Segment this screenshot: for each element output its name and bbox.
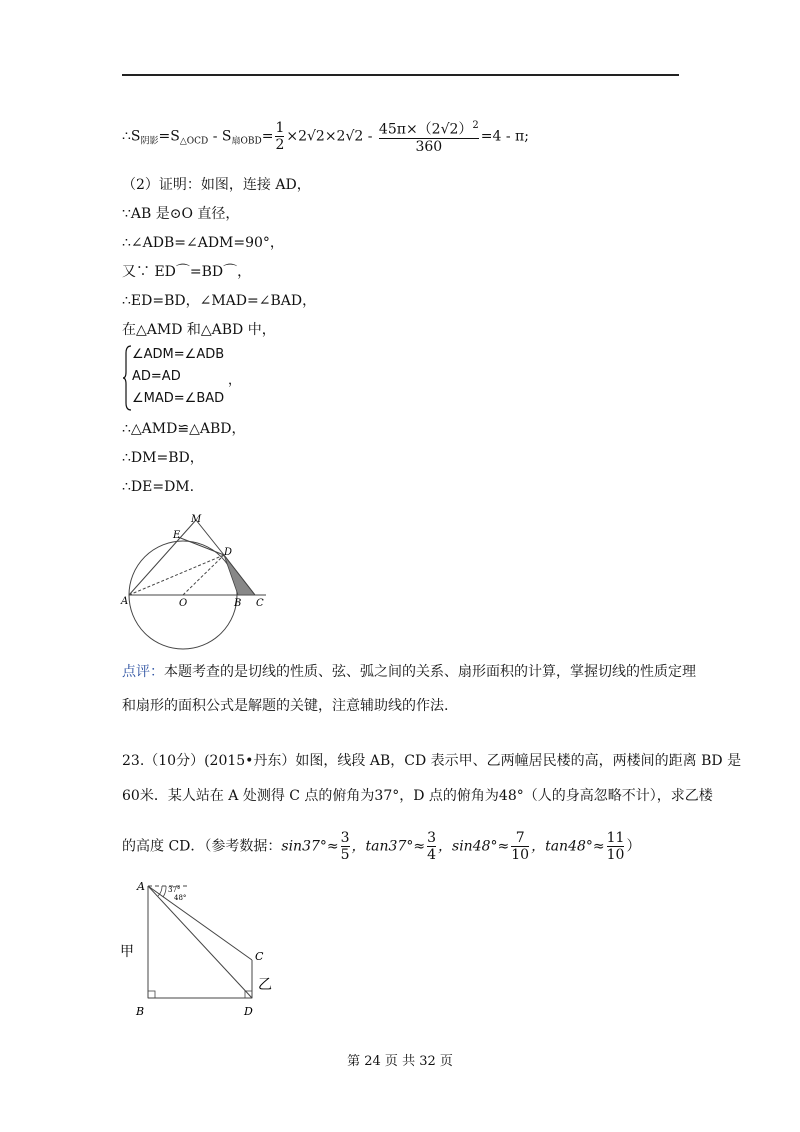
dm-bd: ∴DM=BD，	[122, 450, 204, 466]
label-d: D	[244, 1005, 253, 1018]
circle-figure	[118, 510, 278, 650]
system-row-1: ∠ADM=∠ADB	[132, 347, 225, 362]
label-yi: 乙	[258, 977, 272, 993]
since-diameter: ∵AB 是⊙O 直径，	[122, 206, 240, 222]
label-a: A	[121, 596, 129, 607]
congruent: ∴△AMD≌△ABD，	[122, 421, 246, 437]
label-jia: 甲	[120, 944, 134, 960]
right-angle-b	[148, 991, 155, 998]
label-d: D	[224, 547, 233, 558]
fraction-sector: $\frac{45\pi\times(2√2)^2}{360}$	[378, 120, 479, 155]
problem-23-line-1: 23.（10分）(2015•丹东）如图，线段 AB，CD 表示甲、乙两幢居民楼的高，两楼间的距离 BD 是	[122, 753, 742, 769]
angle-right: ∴∠ADB=∠ADM=90°，	[122, 235, 284, 251]
review-label: 点评：	[122, 664, 164, 680]
left-brace-icon	[122, 345, 132, 411]
fraction-sin37: $\frac{3}{5}$	[340, 830, 350, 863]
review-line-1: 点评：本题考查的是切线的性质、弦、弧之间的关系、扇形面积的计算，掌握切线的性质定理	[122, 664, 696, 680]
fraction-tan37: $\frac{3}{4}$	[427, 830, 437, 863]
label-37: 37°	[168, 886, 181, 894]
label-c: C	[256, 598, 264, 609]
label-b: B	[136, 1005, 145, 1018]
fraction-sin48: $\frac{7}{10}$	[511, 830, 530, 863]
system-row-2: AD=AD	[132, 369, 181, 384]
line-am	[129, 520, 196, 595]
line-ad	[148, 886, 252, 998]
problem-23-line-2: 60米．某人站在 A 处测得 C 点的俯角为37°，D 点的俯角为48°（人的身高忽略不计），求乙楼	[122, 788, 713, 804]
problem-23-line-3: 的高度 CD．（参考数据：sin37°≈ $\frac{3}{5}$ ，tan37°≈ $\frac{3}{4}$ ，sin48°≈ $\frac{7}{10}$ ，tan48°≈ $\frac{11}{10}$ ）	[122, 830, 641, 863]
top-rule	[122, 74, 679, 76]
de-dm: ∴DE=DM.	[122, 479, 195, 495]
label-c: C	[255, 950, 264, 963]
fraction-half: $\frac{1}{2}$	[275, 119, 285, 153]
label-48: 48°	[174, 894, 187, 902]
label-m: M	[191, 514, 202, 525]
label-o: O	[179, 598, 188, 609]
label-b: B	[234, 598, 242, 609]
shadow-area-formula: $\therefore S_{阴影}=S_{\triangle OCD} - S_{扇OBD}=$ $\frac{1}{2}$ ×2√2×2√2 - $\frac{45\pi\times(2√2)^2}{360}$ =4 - π;	[122, 119, 529, 155]
page-footer: 第 24 页 共 32 页	[347, 1054, 453, 1069]
line-ad	[129, 555, 224, 595]
angle-arc-37	[163, 886, 166, 897]
equation-system	[122, 345, 242, 411]
review-line-2: 和扇形的面积公式是解题的关键，注意辅助线的作法.	[122, 698, 449, 714]
line-ac	[148, 886, 252, 960]
system-comma: ，	[228, 373, 242, 388]
label-a: A	[137, 880, 145, 893]
system-row-3: ∠MAD=∠BAD	[132, 391, 225, 406]
buildings-figure	[118, 876, 298, 1026]
line-od	[183, 555, 224, 595]
label-e: E	[173, 530, 181, 541]
equal-result: ∴ED=BD，∠MAD=∠BAD，	[122, 293, 317, 309]
in-triangles: 在△AMD 和△ABD 中，	[122, 322, 276, 338]
fraction-tan48: $\frac{11}{10}$	[606, 830, 625, 863]
proof-intro: （2）证明：如图，连接 AD，	[122, 177, 311, 193]
arc-equal: 又∵ ED⌒=BD⌒，	[122, 264, 252, 280]
